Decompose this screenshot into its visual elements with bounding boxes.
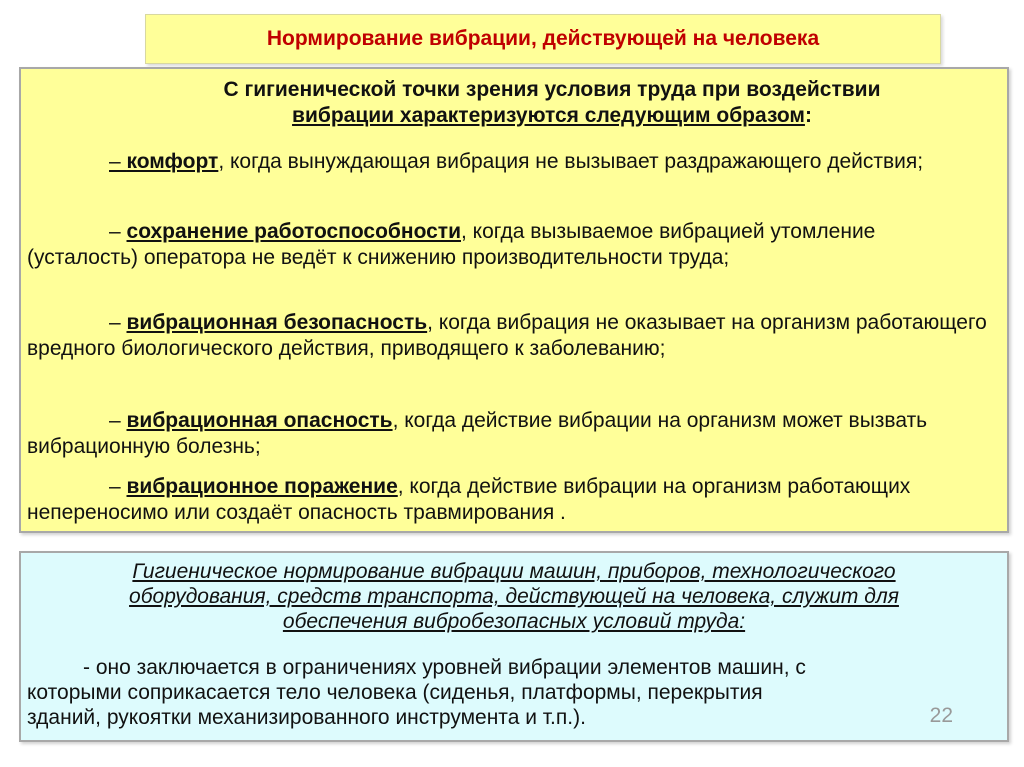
item-dash: – (109, 150, 127, 173)
item-text: , когда вынуждающая вибрация не вызывает раздражающего действия; (218, 150, 924, 173)
hygiene-paragraph (31, 559, 997, 634)
condition-item-comfort (21, 149, 1007, 175)
item-dash: – (109, 475, 127, 498)
item-text: , когда действие вибрации на организм работающих непереносимо или создаёт опасность травмирования . (27, 475, 911, 524)
limitation-line-3: зданий, рукоятки механизированного инструмента и т.п.). (27, 706, 586, 729)
normation-box (19, 551, 1009, 742)
conditions-box (19, 67, 1009, 533)
item-text: , когда вибрация не оказывает на организм работающего вредного биологического действия, приводящего к заболеванию; (27, 311, 987, 360)
intro-line-2: вибрации характеризуются следующим образом (292, 104, 805, 127)
condition-item-injury (21, 474, 1007, 526)
intro-colon: : (804, 104, 812, 127)
item-term: сохранение работоспособности (126, 220, 461, 243)
limitation-line-2: которыми соприкасается тело человека (сиденья, платформы, перекрытия (27, 681, 763, 704)
condition-item-workability (21, 219, 1007, 271)
item-text: , когда действие вибрации на организм может вызвать вибрационную болезнь; (27, 409, 928, 458)
slide-title-box (145, 14, 941, 64)
hygiene-line-3: обеспечения вибробезопасных условий труда: (282, 610, 746, 633)
limitation-line-1: - оно заключается в ограничениях уровней вибрации элементов машин, с (83, 656, 806, 679)
item-term: вибрационная безопасность (126, 311, 428, 334)
item-text: , когда вызываемое вибрацией утомление (усталость) оператора не ведёт к снижению производительности труда; (27, 220, 876, 269)
item-term: вибрационное поражение (126, 475, 398, 498)
hygiene-line-1: Гигиеническое нормирование вибрации машин, приборов, технологического (132, 560, 896, 583)
item-term: комфорт (126, 150, 219, 173)
intro-paragraph (21, 77, 1007, 129)
condition-item-safety (21, 310, 1007, 362)
condition-item-danger (21, 408, 1007, 460)
item-dash: – (109, 311, 127, 334)
limitation-paragraph (27, 655, 967, 730)
item-term: вибрационная опасность (126, 409, 393, 432)
item-dash: – (109, 220, 127, 243)
slide-title: Нормирование вибрации, действующей на человека (266, 27, 820, 50)
page-number: 22 (929, 704, 953, 727)
hygiene-line-2: оборудования, средств транспорта, действующей на человека, служит для (129, 585, 899, 608)
item-dash: – (109, 409, 127, 432)
intro-line-1: С гигиенической точки зрения условия труда при воздействии (223, 78, 881, 101)
